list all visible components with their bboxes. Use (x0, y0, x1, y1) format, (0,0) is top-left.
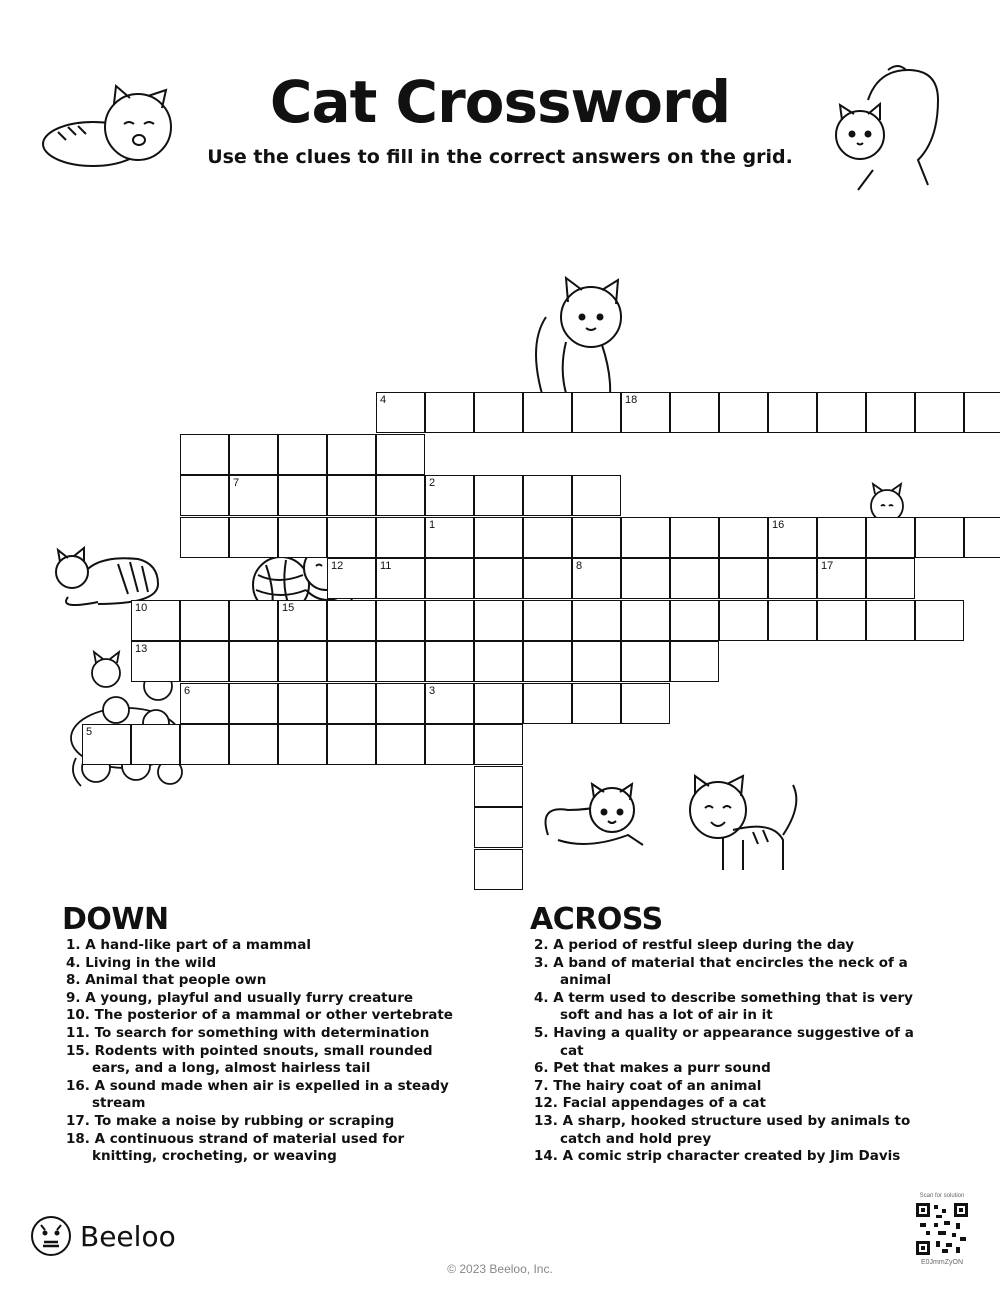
grid-cell[interactable] (376, 558, 425, 599)
clue-number: 6 (184, 684, 191, 697)
grid-cell[interactable] (621, 600, 670, 641)
grid-cell[interactable] (327, 517, 376, 558)
grid-cell[interactable] (866, 558, 915, 599)
grid-cell[interactable] (376, 392, 425, 433)
grid-cell[interactable] (621, 392, 670, 433)
grid-cell[interactable] (180, 475, 229, 516)
copyright: © 2023 Beeloo, Inc. (447, 1262, 553, 1276)
brand-logo (30, 1214, 176, 1258)
bee-icon (30, 1215, 72, 1257)
down-heading: DOWN (62, 902, 169, 937)
grid-cell[interactable] (572, 475, 621, 516)
grid-cell[interactable] (670, 558, 719, 599)
grid-cell[interactable] (523, 517, 572, 558)
clue-item: 18. A continuous strand of material used for knitting, crocheting, or weaving (66, 1130, 405, 1165)
grid-cell[interactable] (670, 392, 719, 433)
grid-cell[interactable] (474, 475, 523, 516)
clue-item: 5. Having a quality or appearance suggestive of a cat (534, 1024, 914, 1059)
grid-cell[interactable] (278, 683, 327, 724)
grid-cell[interactable] (915, 517, 964, 558)
grid-cell[interactable] (376, 434, 425, 475)
page-subtitle: Use the clues to fill in the correct answers on the grid. (207, 146, 793, 168)
grid-cell[interactable] (621, 641, 670, 682)
grid-cell[interactable] (474, 766, 523, 807)
grid-cell[interactable] (866, 517, 915, 558)
clue-item: 11. To search for something with determination (66, 1024, 430, 1041)
clue-item: 4. Living in the wild (66, 954, 217, 971)
down-clues-list (66, 937, 466, 1166)
grid-cell[interactable] (376, 683, 425, 724)
grid-cell[interactable] (523, 558, 572, 599)
clue-item: 3. A band of material that encircles the neck of a animal (534, 954, 908, 989)
grid-cell[interactable] (229, 683, 278, 724)
grid-cell[interactable] (278, 475, 327, 516)
clue-item: 12. Facial appendages of a cat (534, 1095, 766, 1112)
grid-cell[interactable] (474, 392, 523, 433)
grid-cell[interactable] (229, 641, 278, 682)
grid-cell[interactable] (180, 517, 229, 558)
grid-cell[interactable] (425, 475, 474, 516)
grid-cell[interactable] (866, 392, 915, 433)
grid-cell[interactable] (572, 392, 621, 433)
grid-cell[interactable] (572, 641, 621, 682)
grid-cell[interactable] (229, 724, 278, 765)
clue-number: 13 (135, 643, 148, 655)
clue-number: 4 (380, 394, 387, 406)
clue-item: 4. A term used to describe something that is very soft and has a lot of air in it (534, 989, 913, 1024)
clue-item: 2. A period of restful sleep during the day (534, 937, 855, 953)
grid-cell[interactable] (817, 392, 866, 433)
grid-cell[interactable] (621, 683, 670, 724)
grid-cell[interactable] (180, 683, 229, 724)
grid-cell[interactable] (474, 600, 523, 641)
clue-item: 1. A hand-like part of a mammal (66, 937, 311, 953)
clue-number: 11 (380, 560, 392, 572)
grid-cell[interactable] (572, 558, 621, 599)
across-clues-list (534, 937, 914, 1166)
grid-cell[interactable] (425, 683, 474, 724)
grid-cell[interactable] (278, 434, 327, 475)
grid-cell[interactable] (180, 641, 229, 682)
grid-cell[interactable] (523, 475, 572, 516)
grid-cell[interactable] (425, 641, 474, 682)
grid-cell[interactable] (131, 641, 180, 682)
clue-number: 15 (282, 601, 295, 614)
grid-cell[interactable] (278, 600, 327, 641)
clue-item: 15. Rodents with pointed snouts, small rounded ears, and a long, almost hairless tail (66, 1042, 433, 1077)
clue-item: 7. The hairy coat of an animal (534, 1077, 762, 1094)
grid-cell[interactable] (278, 641, 327, 682)
brand-name: Beeloo (80, 1219, 176, 1253)
grid-cell[interactable] (866, 600, 915, 641)
grid-cell[interactable] (523, 641, 572, 682)
grid-cell[interactable] (964, 392, 1000, 433)
clue-item: 16. A sound made when air is expelled in a steady stream (66, 1077, 449, 1112)
grid-cell[interactable] (523, 683, 572, 724)
grid-cell[interactable] (572, 517, 621, 558)
clue-item: 8. Animal that people own (66, 972, 267, 989)
clue-item: 9. A young, playful and usually furry creature (66, 989, 414, 1006)
grid-cell[interactable] (474, 807, 523, 848)
grid-cell[interactable] (768, 517, 817, 558)
page-title: Cat Crossword (269, 68, 731, 136)
clue-item: 14. A comic strip character created by Jim Davis (534, 1148, 901, 1165)
grid-cell[interactable] (327, 641, 376, 682)
grid-cell[interactable] (229, 434, 278, 475)
grid-cell[interactable] (376, 475, 425, 516)
grid-cell[interactable] (474, 517, 523, 558)
grid-cell[interactable] (768, 558, 817, 599)
grid-cell[interactable] (180, 600, 229, 641)
grid-cell[interactable] (278, 724, 327, 765)
grid-cell[interactable] (82, 724, 131, 765)
grid-cell[interactable] (915, 600, 964, 641)
grid-cell[interactable] (229, 475, 278, 516)
grid-cell[interactable] (376, 641, 425, 682)
grid-cell[interactable] (229, 517, 278, 558)
grid-cell[interactable] (376, 600, 425, 641)
clue-number: 3 (429, 684, 436, 697)
grid-cell[interactable] (425, 517, 474, 558)
grid-cell[interactable] (425, 600, 474, 641)
grid-cell[interactable] (719, 600, 768, 641)
grid-cell[interactable] (425, 392, 474, 433)
grid-cell[interactable] (278, 517, 327, 558)
grid-cell[interactable] (719, 558, 768, 599)
grid-cell[interactable] (719, 392, 768, 433)
grid-cell[interactable] (670, 517, 719, 558)
grid-cell[interactable] (327, 600, 376, 641)
grid-cell[interactable] (915, 392, 964, 433)
qr-code-text: E0JmmZyON (921, 1259, 963, 1266)
grid-cell[interactable] (180, 434, 229, 475)
grid-cell[interactable] (376, 517, 425, 558)
grid-cell[interactable] (425, 724, 474, 765)
qr-label: Scan for solution (919, 1193, 965, 1199)
clue-number: 12 (331, 560, 344, 572)
clue-number: 1 (429, 518, 436, 531)
clue-number: 7 (233, 477, 240, 489)
grid-cell[interactable] (621, 558, 670, 599)
grid-cell[interactable] (768, 600, 817, 641)
clue-item: 13. A sharp, hooked structure used by animals to catch and hold prey (534, 1112, 911, 1147)
grid-cell[interactable] (474, 683, 523, 724)
grid-cell[interactable] (474, 849, 523, 890)
grid-cell[interactable] (768, 392, 817, 433)
clue-number: 8 (576, 560, 583, 572)
clue-item: 10. The posterior of a mammal or other vertebrate (66, 1007, 453, 1024)
grid-cell[interactable] (474, 724, 523, 765)
grid-cell[interactable] (670, 641, 719, 682)
clue-item: 6. Pet that makes a purr sound (534, 1060, 771, 1077)
grid-cell[interactable] (817, 600, 866, 641)
grid-cell[interactable] (523, 392, 572, 433)
grid-cell[interactable] (327, 434, 376, 475)
grid-cell[interactable] (180, 724, 229, 765)
grid-cell[interactable] (425, 558, 474, 599)
grid-cell[interactable] (670, 600, 719, 641)
grid-cell[interactable] (621, 517, 670, 558)
grid-cell[interactable] (817, 517, 866, 558)
clue-number: 2 (429, 477, 436, 489)
grid-cell[interactable] (572, 600, 621, 641)
grid-cell[interactable] (131, 724, 180, 765)
grid-cell[interactable] (523, 600, 572, 641)
grid-cell[interactable] (229, 600, 278, 641)
grid-cell[interactable] (719, 517, 768, 558)
clue-number: 16 (772, 518, 785, 531)
grid-cell[interactable] (474, 641, 523, 682)
grid-cell[interactable] (572, 683, 621, 724)
qr-code-icon[interactable] (916, 1203, 968, 1255)
grid-cell[interactable] (131, 600, 180, 641)
grid-cell[interactable] (474, 558, 523, 599)
clue-item: 17. To make a noise by rubbing or scraping (66, 1112, 395, 1129)
grid-cell[interactable] (327, 558, 376, 599)
clue-number: 18 (625, 394, 638, 406)
grid-cell[interactable] (327, 475, 376, 516)
grid-cell[interactable] (376, 724, 425, 765)
across-heading: ACROSS (530, 902, 663, 937)
clue-number: 10 (135, 601, 148, 614)
grid-cell[interactable] (327, 683, 376, 724)
clue-number: 17 (821, 560, 834, 572)
grid-cell[interactable] (817, 558, 866, 599)
clue-number: 5 (86, 726, 93, 738)
grid-cell[interactable] (327, 724, 376, 765)
grid-cell[interactable] (964, 517, 1000, 558)
